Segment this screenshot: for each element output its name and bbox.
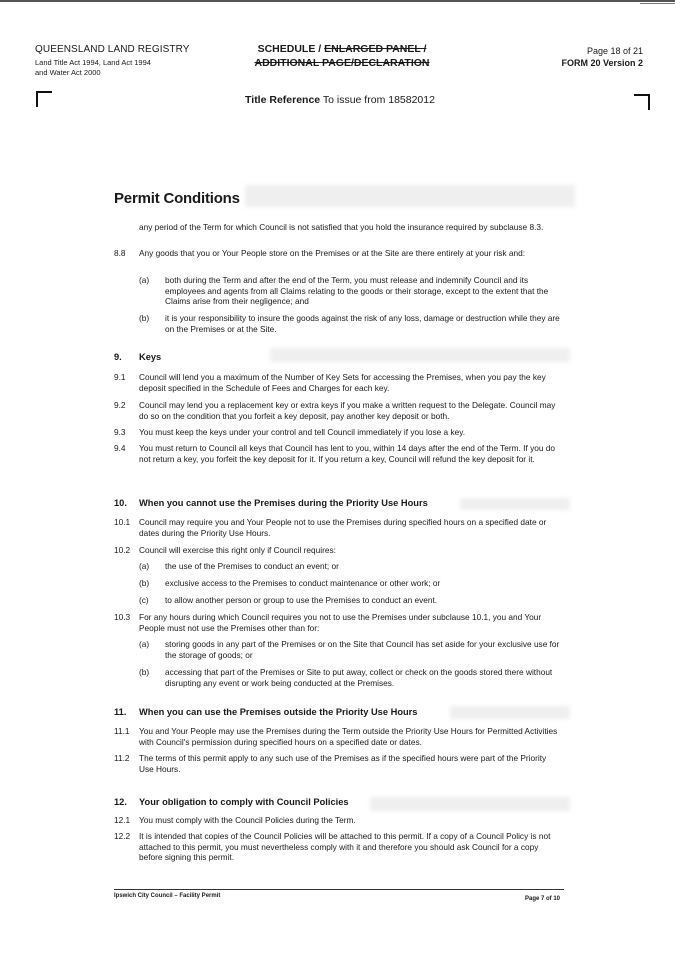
continuation-text: any period of the Term for which Council is not satisfied that you hold the insurance required by subclause 8.3.	[139, 222, 544, 232]
scan-artifact	[370, 797, 570, 811]
clause-number: 11.1	[114, 726, 130, 736]
clause-number: 11.2	[114, 753, 130, 763]
clause-number: 9.2	[114, 400, 126, 410]
subclause-text: exclusive access to the Premises to conduct maintenance or other work; or	[165, 578, 441, 588]
footer-left: Ipswich City Council – Facility Permit	[114, 893, 221, 899]
header-left	[35, 44, 225, 78]
clause-text: Council will exercise this right only if Council requires:	[139, 545, 336, 555]
clause-text: For any hours during which Council requires you not to use the Premises under subclause 10.1, you and Your People must not use the Premises other than for:	[139, 612, 542, 633]
subclause-label: (a)	[139, 275, 150, 285]
clause-text: The terms of this permit apply to any such use of the Premises as if the specified hours were part of the Priority Use Hours.	[139, 753, 547, 774]
form-version: FORM 20 Version 2	[561, 58, 643, 68]
clause-text: You must keep the keys under your control and tell Council immediately if you lose a key.	[139, 427, 466, 437]
section-number: 10.	[114, 498, 127, 508]
corner-mark-left	[36, 91, 52, 107]
footer-page-number: Page 7 of 10	[524, 896, 560, 902]
scan-artifact	[460, 498, 570, 510]
clause-text: Any goods that you or Your People store on the Premises or at the Site are there entirely at your risk and:	[139, 248, 526, 258]
header-schedule: SCHEDULE / ENLARGED PANEL / ADDITIONAL PAGE/DECLARATION	[254, 43, 430, 69]
clause-text: You must return to Council all keys that Council has lent to you, within 14 days after the end of the Term. If you do not return a key, you forfeit the key deposit for it. If you return a key, Council will refund the key deposit for it.	[139, 443, 555, 464]
registry-name: QUEENSLAND LAND REGISTRY	[35, 44, 190, 55]
scan-top-edge	[0, 0, 675, 2]
subclause-text: accessing that part of the Premises or Site to put away, collect or check on the goods stored there without disrupting any event or work being conducted at the Premises.	[165, 667, 553, 688]
subclause-label: (b)	[139, 578, 150, 588]
clause-number: 9.3	[114, 427, 126, 437]
section-title-council-policies: Your obligation to comply with Council Policies	[139, 797, 349, 807]
section-number: 12.	[114, 797, 127, 807]
corner-mark-right	[634, 94, 650, 110]
clause-text: Council may require you and Your People not to use the Premises during specified hours on a specified date or dates during the Priority Use Hours.	[139, 517, 547, 538]
subclause-text: to allow another person or group to use the Premises to conduct an event.	[165, 595, 438, 605]
subclause-text: the use of the Premises to conduct an event; or	[165, 561, 339, 571]
clause-text: Council may lend you a replacement key or extra keys if you make a written request to the Delegate. Council may do so on the condition that you forfeit a key deposit, pay another key deposit or both.	[139, 400, 556, 421]
subclause-text: storing goods in any part of the Premises or on the Site that Council has set aside for your exclusive use for the storage of goods; or	[165, 639, 560, 660]
section-number: 9.	[114, 352, 122, 362]
clause-number: 8.8	[114, 248, 126, 258]
section-title-can-use: When you can use the Premises outside the Priority Use Hours	[139, 707, 418, 717]
clause-number: 12.2	[114, 831, 131, 841]
clause-number: 10.3	[114, 612, 131, 622]
subclause-label: (a)	[139, 561, 150, 571]
clause-number: 12.1	[114, 815, 131, 825]
scan-top-edge-mark	[640, 3, 675, 4]
clause-text: You and Your People may use the Premises during the Term outside the Priority Use Hours for Permitted Activities with Council's permission during specified hours on a specified date or dates.	[139, 726, 558, 747]
page-number: Page 18 of 21	[586, 46, 643, 56]
scan-artifact	[450, 706, 570, 719]
subclause-label: (b)	[139, 313, 150, 323]
section-number: 11.	[114, 707, 127, 717]
clause-number: 10.2	[114, 545, 131, 555]
section-title-cannot-use: When you cannot use the Premises during the Priority Use Hours	[139, 498, 428, 508]
permit-conditions-title: Permit Conditions	[114, 190, 240, 207]
clause-number: 9.4	[114, 443, 126, 453]
scan-artifact	[245, 185, 575, 207]
clause-text: Council will lend you a maximum of the Number of Key Sets for accessing the Premises, when you pay the key deposit specified in the Schedule of Fees and Charges for each key.	[139, 372, 546, 393]
clause-text: You must comply with the Council Policies during the Term.	[139, 815, 356, 825]
clause-number: 10.1	[114, 517, 131, 527]
clause-text: It is intended that copies of the Council Policies will be attached to this permit. If a copy of a Council Policy is not attached to this permit, you must nevertheless comply with it and therefore you should ask Council for a copy before signing this permit.	[139, 831, 551, 863]
clause-number: 9.1	[114, 372, 126, 382]
subclause-label: (a)	[139, 639, 150, 649]
footer-rule	[114, 889, 564, 890]
section-title-keys: Keys	[139, 352, 162, 362]
scan-artifact	[270, 348, 570, 362]
subclause-label: (c)	[139, 595, 149, 605]
acts-text: Land Title Act 1994, Land Act 1994 and Water Act 2000	[35, 58, 151, 77]
title-reference: Title Reference To issue from 18582012	[245, 94, 435, 106]
header-right	[520, 45, 643, 69]
subclause-text: it is your responsibility to insure the goods against the risk of any loss, damage or destruction while they are on the Premises or at the Site.	[165, 313, 560, 334]
subclause-label: (b)	[139, 667, 150, 677]
subclause-text: both during the Term and after the end of the Term, you must release and indemnify Council and its employees and agents from all Claims relating to the goods or their storage, except to the extent that the Claims arise from their negligence; and	[165, 275, 549, 307]
